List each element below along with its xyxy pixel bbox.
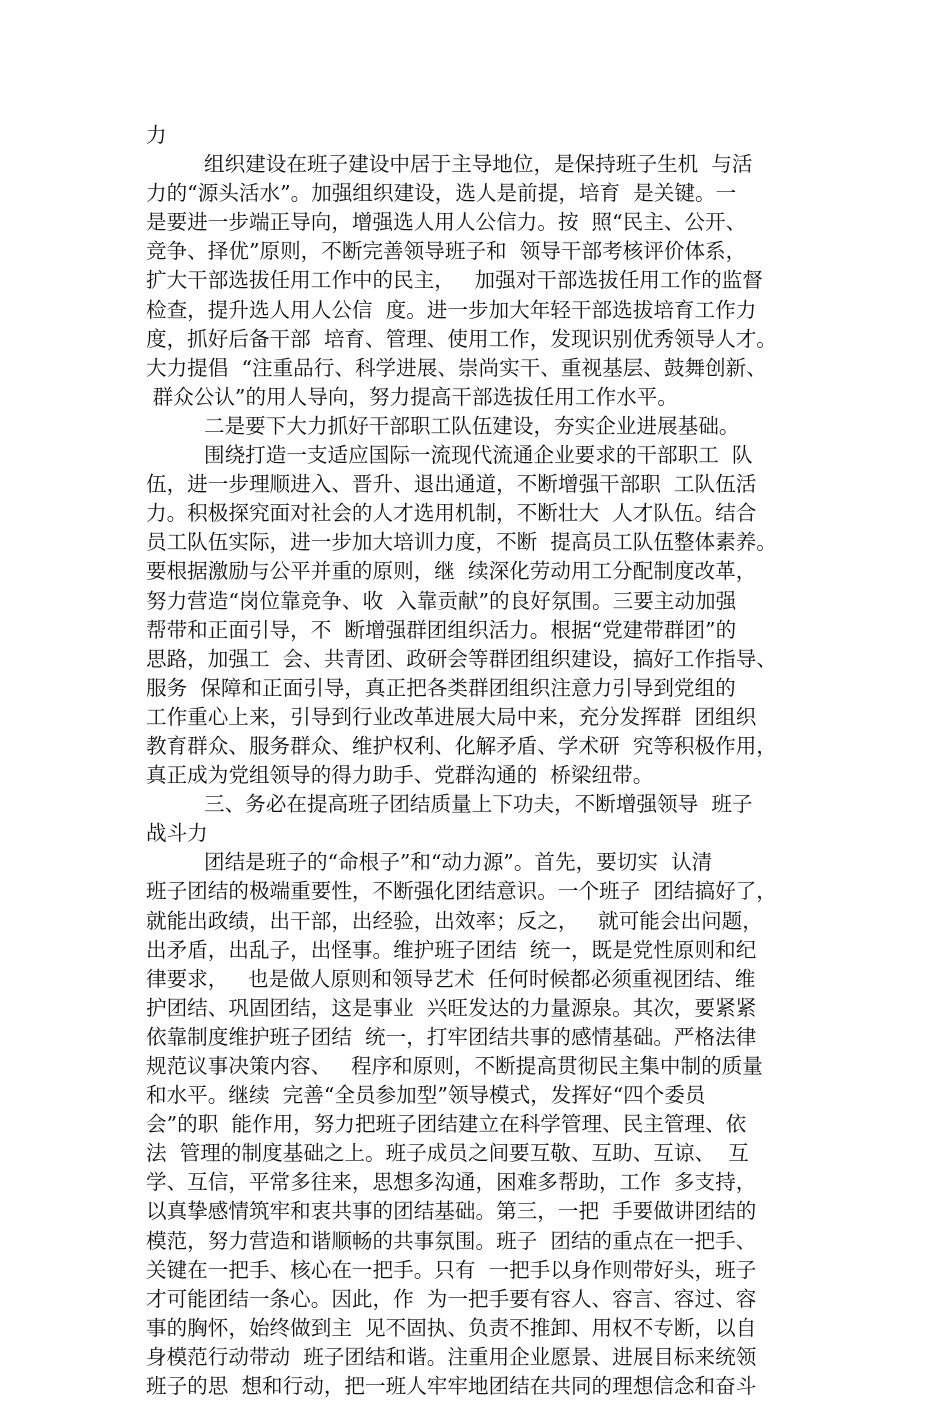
text-line: 力的“源头活水”。加强组织建设，选人是前提，培育 是关键。一 [146, 181, 737, 206]
text-line: 伍，进一步理顺进入、晋升、退出通道，不断增强干部职 工队伍活 [146, 472, 757, 497]
text-line: 事的胸怀，始终做到主 见不固执、负责不推卸、用权不专断，以自 [146, 1315, 757, 1340]
text-line: 模范，努力营造和谐顺畅的共事氛围。班子 团结的重点在一把手、 [146, 1228, 757, 1253]
text-line: 团结是班子的“命根子”和“动力源”。首先，要切实 认清 [204, 850, 713, 875]
text-line: 力 [146, 123, 167, 147]
text-line: 真正成为党组领导的得力助手、党群沟通的 桥梁纽带。 [146, 763, 654, 788]
text-line: 要根据激励与公平并重的原则，继 续深化劳动用工分配制度改革， [146, 559, 757, 584]
text-line: 和水平。继续 完善“全员参加型”领导模式，发挥好“四个委员 [146, 1083, 706, 1108]
text-line: 出矛盾，出乱子，出怪事。维护班子团结 统一，既是党性原则和纪 [146, 937, 757, 962]
text-line: 思路，加强工 会、共青团、政研会等群团组织建设，搞好工作指导、 [146, 646, 777, 671]
text-line: 规范议事决策内容、 程序和原则，不断提高贯彻民主集中制的质量 [146, 1054, 763, 1078]
text-line: 班子的思 想和行动，把一班人牢牢地团结在共同的理想信念和奋斗 [146, 1374, 757, 1399]
text-line: 是要进一步端正导向，增强选人用人公信力。按 照“民主、公开、 [146, 210, 747, 235]
text-line: 群众公认”的用人导向，努力提高干部选拔任用工作水平。 [146, 384, 678, 409]
text-line: 战斗力 [146, 821, 208, 846]
text-line: 学、互信，平常多往来，思想多沟通，困难多帮助，工作 多支持， [146, 1170, 757, 1195]
text-line: 护团结、巩固团结，这是事业 兴旺发达的力量源泉。其次，要紧紧 [146, 995, 757, 1020]
text-line: 围绕打造一支适应国际一流现代流通企业要求的干部职工 队 [204, 443, 753, 468]
text-line: 班子团结的极端重要性，不断强化团结意识。一个班子 团结搞好了， [146, 879, 777, 904]
text-line: 度，抓好后备干部 培育、管理、使用工作，发现识别优秀领导人才。 [146, 326, 777, 351]
text-line: 关键在一把手、核心在一把手。只有 一把手以身作则带好头，班子 [146, 1257, 757, 1282]
text-line: 会”的职 能作用，努力把班子团结建立在科学管理、民主管理、依 [146, 1112, 747, 1137]
text-line: 努力营造“岗位靠竞争、收 入靠贡献”的良好氛围。三要主动加强 [146, 588, 737, 613]
text-line: 以真挚感情筑牢和衷共事的团结基础。第三，一把 手要做讲团结的 [146, 1199, 757, 1224]
text-line: 服务 保障和正面引导，真正把各类群团组织注意力引导到党组的 [146, 675, 736, 700]
text-line: 组织建设在班子建设中居于主导地位，是保持班子生机 与活 [204, 152, 753, 177]
text-line: 就能出政绩，出干部，出经验，出效率；反之， 就可能会出问题， [146, 908, 763, 933]
text-line: 三、务必在提高班子团结质量上下功夫，不断增强领导 班子 [204, 792, 753, 817]
text-line: 大力提倡 “注重品行、科学进展、崇尚实干、重视基层、鼓舞创新、 [146, 355, 767, 380]
document-body [146, 121, 830, 1401]
text-line: 律要求， 也是做人原则和领导艺术 任何时候都必须重视团结、维 [146, 966, 756, 991]
text-line: 竞争、择优”原则，不断完善领导班子和 领导干部考核评价体系， [146, 239, 747, 264]
text-line: 二是要下大力抓好干部职工队伍建设，夯实企业进展基础。 [204, 413, 740, 438]
text-line: 员工队伍实际，进一步加大培训力度，不断 提高员工队伍整体素养。 [146, 530, 777, 555]
text-line: 身模范行动带动 班子团结和谐。注重用企业愿景、进展目标来统领 [146, 1344, 757, 1369]
text-line: 才可能团结一条心。因此，作 为一把手要有容人、容言、容过、容 [146, 1286, 757, 1311]
text-line: 依靠制度维护班子团结 统一，打牢团结共事的感情基础。严格法律 [146, 1024, 757, 1049]
text-line: 教育群众、服务群众、维护权利、化解矛盾、学术研 究等积极作用， [146, 733, 777, 758]
text-line: 检查，提升选人用人公信 度。进一步加大年轻干部选拔培育工作力 [146, 297, 757, 322]
text-line: 扩大干部选拔任用工作中的民主， 加强对干部选拔任用工作的监督 [146, 268, 763, 293]
text-line: 帮带和正面引导，不 断增强群团组织活力。根据“党建带群团”的 [146, 617, 737, 642]
text-line: 法 管理的制度基础之上。班子成员之间要互敬、互助、互谅、 互 [146, 1141, 749, 1166]
text-line: 力。积极探究面对社会的人才选用机制，不断壮大 人才队伍。结合 [146, 501, 757, 526]
text-line: 工作重心上来，引导到行业改革进展大局中来，充分发挥群 团组织 [146, 704, 757, 729]
